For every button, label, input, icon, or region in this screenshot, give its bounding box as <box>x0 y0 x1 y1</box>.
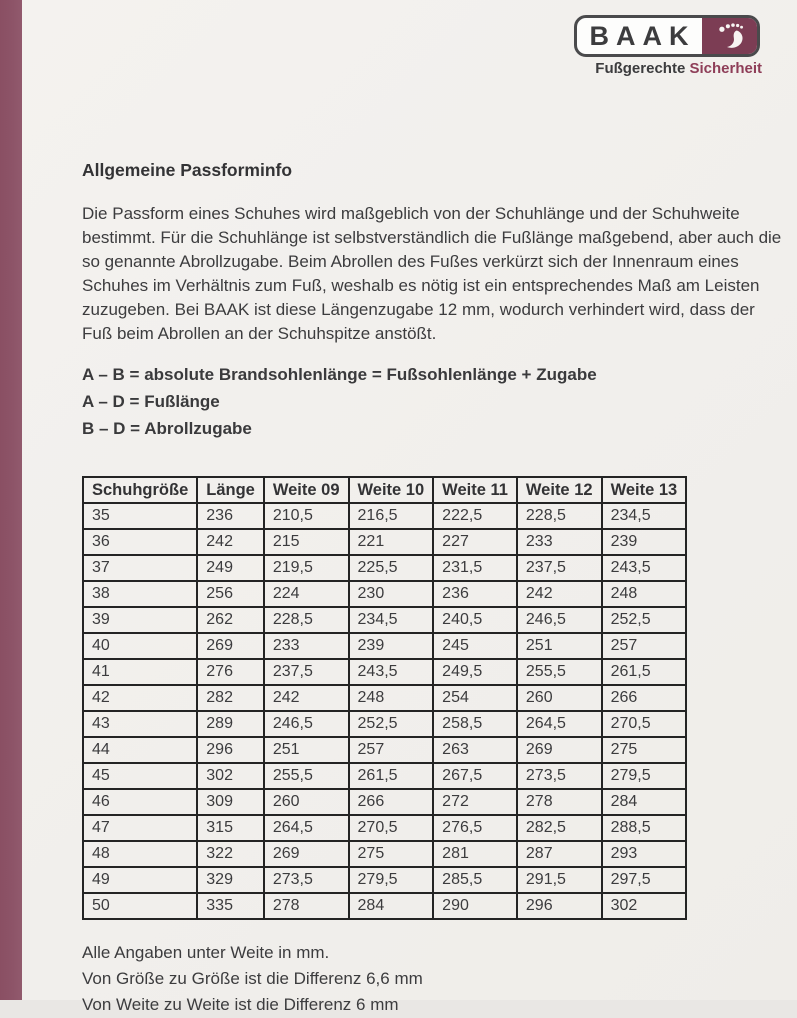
table-row <box>83 867 686 893</box>
table-cell: 282 <box>197 685 264 711</box>
table-cell: 233 <box>517 529 602 555</box>
table-cell: 43 <box>83 711 197 737</box>
table-cell: 296 <box>197 737 264 763</box>
table-cell: 228,5 <box>264 607 349 633</box>
table-cell: 290 <box>433 893 517 919</box>
table-row <box>83 529 686 555</box>
column-header: Länge <box>197 477 264 503</box>
table-row <box>83 789 686 815</box>
table-cell: 267,5 <box>433 763 517 789</box>
table-cell: 210,5 <box>264 503 349 529</box>
table-cell: 270,5 <box>349 815 434 841</box>
table-cell: 248 <box>602 581 687 607</box>
table-cell: 263 <box>433 737 517 763</box>
table-cell: 252,5 <box>602 607 687 633</box>
table-row <box>83 503 686 529</box>
table-cell: 275 <box>349 841 434 867</box>
table-cell: 36 <box>83 529 197 555</box>
table-cell: 50 <box>83 893 197 919</box>
table-cell: 272 <box>433 789 517 815</box>
table-cell: 256 <box>197 581 264 607</box>
table-cell: 254 <box>433 685 517 711</box>
table-cell: 260 <box>517 685 602 711</box>
size-table <box>82 476 687 920</box>
table-cell: 38 <box>83 581 197 607</box>
table-cell: 234,5 <box>349 607 434 633</box>
table-cell: 275 <box>602 737 687 763</box>
table-cell: 281 <box>433 841 517 867</box>
size-table-head-row <box>83 477 686 503</box>
paper-sheet <box>22 0 797 1014</box>
footnote-line: Von Größe zu Größe ist die Differenz 6,6 mm <box>82 969 423 988</box>
table-cell: 257 <box>602 633 687 659</box>
table-cell: 278 <box>264 893 349 919</box>
column-header: Weite 10 <box>349 477 434 503</box>
table-cell: 237,5 <box>264 659 349 685</box>
table-cell: 255,5 <box>517 659 602 685</box>
table-cell: 257 <box>349 737 434 763</box>
page-title: Allgemeine Passforminfo <box>82 160 293 180</box>
table-cell: 264,5 <box>517 711 602 737</box>
table-cell: 45 <box>83 763 197 789</box>
definition-line: A – D = Fußlänge <box>82 392 220 411</box>
table-cell: 278 <box>517 789 602 815</box>
table-row <box>83 893 686 919</box>
table-cell: 282,5 <box>517 815 602 841</box>
table-cell: 228,5 <box>517 503 602 529</box>
table-cell: 41 <box>83 659 197 685</box>
table-cell: 237,5 <box>517 555 602 581</box>
table-cell: 269 <box>264 841 349 867</box>
table-cell: 42 <box>83 685 197 711</box>
column-header: Schuhgröße <box>83 477 197 503</box>
table-cell: 296 <box>517 893 602 919</box>
table-cell: 266 <box>602 685 687 711</box>
table-row <box>83 763 686 789</box>
table-cell: 293 <box>602 841 687 867</box>
table-cell: 40 <box>83 633 197 659</box>
table-row <box>83 555 686 581</box>
table-cell: 279,5 <box>349 867 434 893</box>
table-cell: 285,5 <box>433 867 517 893</box>
table-row <box>83 711 686 737</box>
table-cell: 222,5 <box>433 503 517 529</box>
footnote-line: Von Weite zu Weite ist die Differenz 6 mm <box>82 995 399 1014</box>
table-cell: 276 <box>197 659 264 685</box>
table-cell: 249,5 <box>433 659 517 685</box>
table-cell: 261,5 <box>602 659 687 685</box>
table-cell: 302 <box>602 893 687 919</box>
table-row <box>83 685 686 711</box>
table-cell: 236 <box>197 503 264 529</box>
baak-logo <box>574 15 764 77</box>
definition-line: B – D = Abrollzugabe <box>82 419 252 438</box>
table-cell: 240,5 <box>433 607 517 633</box>
table-cell: 297,5 <box>602 867 687 893</box>
size-table-body <box>83 503 686 919</box>
table-cell: 231,5 <box>433 555 517 581</box>
logo-tagline <box>574 60 764 77</box>
table-cell: 249 <box>197 555 264 581</box>
table-cell: 239 <box>602 529 687 555</box>
footprint-icon <box>702 18 757 54</box>
table-row <box>83 841 686 867</box>
footnote-line: Alle Angaben unter Weite in mm. <box>82 943 330 962</box>
table-cell: 264,5 <box>264 815 349 841</box>
column-header: Weite 12 <box>517 477 602 503</box>
table-cell: 262 <box>197 607 264 633</box>
column-header: Weite 09 <box>264 477 349 503</box>
table-cell: 260 <box>264 789 349 815</box>
table-cell: 273,5 <box>264 867 349 893</box>
table-cell: 37 <box>83 555 197 581</box>
table-cell: 35 <box>83 503 197 529</box>
table-cell: 239 <box>349 633 434 659</box>
table-cell: 251 <box>264 737 349 763</box>
table-cell: 255,5 <box>264 763 349 789</box>
table-cell: 270,5 <box>602 711 687 737</box>
table-cell: 242 <box>197 529 264 555</box>
table-cell: 227 <box>433 529 517 555</box>
table-row <box>83 633 686 659</box>
logo-brand-text: BAAK <box>589 20 696 51</box>
table-cell: 258,5 <box>433 711 517 737</box>
table-cell: 47 <box>83 815 197 841</box>
table-cell: 302 <box>197 763 264 789</box>
definition-line: A – B = absolute Brandsohlenlänge = Fußsohlenlänge + Zugabe <box>82 365 597 384</box>
table-cell: 215 <box>264 529 349 555</box>
table-cell: 335 <box>197 893 264 919</box>
table-row <box>83 737 686 763</box>
intro-paragraph: Die Passform eines Schuhes wird maßgeblich von der Schuhlänge und der Schuhweite bestimmt. Für die Schuhlänge ist selbstverständlich die Fußlänge maßgebend, aber auch die so genannte Abrollzugabe. Beim Abrollen des Fußes verkürzt sich der Innenraum eines Schuhes im Verhältnis zum Fuß, weshalb es nötig ist ein entsprechendes Maß am Leisten zuzugeben. Bei BAAK ist diese Längenzugabe 12 mm, wodurch verhindert wird, dass der Fuß beim Abrollen an der Schuhspitze anstößt. <box>82 204 782 343</box>
table-cell: 284 <box>602 789 687 815</box>
footnotes <box>82 940 764 1018</box>
table-cell: 39 <box>83 607 197 633</box>
table-cell: 276,5 <box>433 815 517 841</box>
table-cell: 46 <box>83 789 197 815</box>
table-cell: 266 <box>349 789 434 815</box>
table-cell: 251 <box>517 633 602 659</box>
tagline-dark: Fußgerechte <box>595 60 686 77</box>
table-cell: 246,5 <box>517 607 602 633</box>
table-cell: 233 <box>264 633 349 659</box>
table-cell: 246,5 <box>264 711 349 737</box>
table-cell: 245 <box>433 633 517 659</box>
table-cell: 219,5 <box>264 555 349 581</box>
table-cell: 288,5 <box>602 815 687 841</box>
table-cell: 243,5 <box>349 659 434 685</box>
page-spine-band <box>0 0 22 1000</box>
table-cell: 273,5 <box>517 763 602 789</box>
table-cell: 230 <box>349 581 434 607</box>
table-cell: 48 <box>83 841 197 867</box>
table-cell: 289 <box>197 711 264 737</box>
table-cell: 248 <box>349 685 434 711</box>
table-cell: 279,5 <box>602 763 687 789</box>
table-cell: 44 <box>83 737 197 763</box>
table-cell: 242 <box>517 581 602 607</box>
table-cell: 216,5 <box>349 503 434 529</box>
table-cell: 284 <box>349 893 434 919</box>
table-cell: 224 <box>264 581 349 607</box>
logo-box <box>574 15 760 57</box>
table-row <box>83 659 686 685</box>
table-cell: 322 <box>197 841 264 867</box>
table-row <box>83 607 686 633</box>
column-header: Weite 11 <box>433 477 517 503</box>
tagline-accent: Sicherheit <box>689 60 762 77</box>
page-content <box>82 160 782 1018</box>
table-cell: 329 <box>197 867 264 893</box>
table-cell: 225,5 <box>349 555 434 581</box>
table-cell: 49 <box>83 867 197 893</box>
table-cell: 291,5 <box>517 867 602 893</box>
definition-list <box>82 361 764 442</box>
table-cell: 315 <box>197 815 264 841</box>
column-header: Weite 13 <box>602 477 687 503</box>
table-cell: 287 <box>517 841 602 867</box>
table-cell: 252,5 <box>349 711 434 737</box>
table-row <box>83 581 686 607</box>
table-cell: 243,5 <box>602 555 687 581</box>
table-cell: 269 <box>517 737 602 763</box>
table-cell: 309 <box>197 789 264 815</box>
table-cell: 261,5 <box>349 763 434 789</box>
table-cell: 269 <box>197 633 264 659</box>
table-cell: 242 <box>264 685 349 711</box>
table-cell: 236 <box>433 581 517 607</box>
table-cell: 221 <box>349 529 434 555</box>
table-row <box>83 815 686 841</box>
table-cell: 234,5 <box>602 503 687 529</box>
